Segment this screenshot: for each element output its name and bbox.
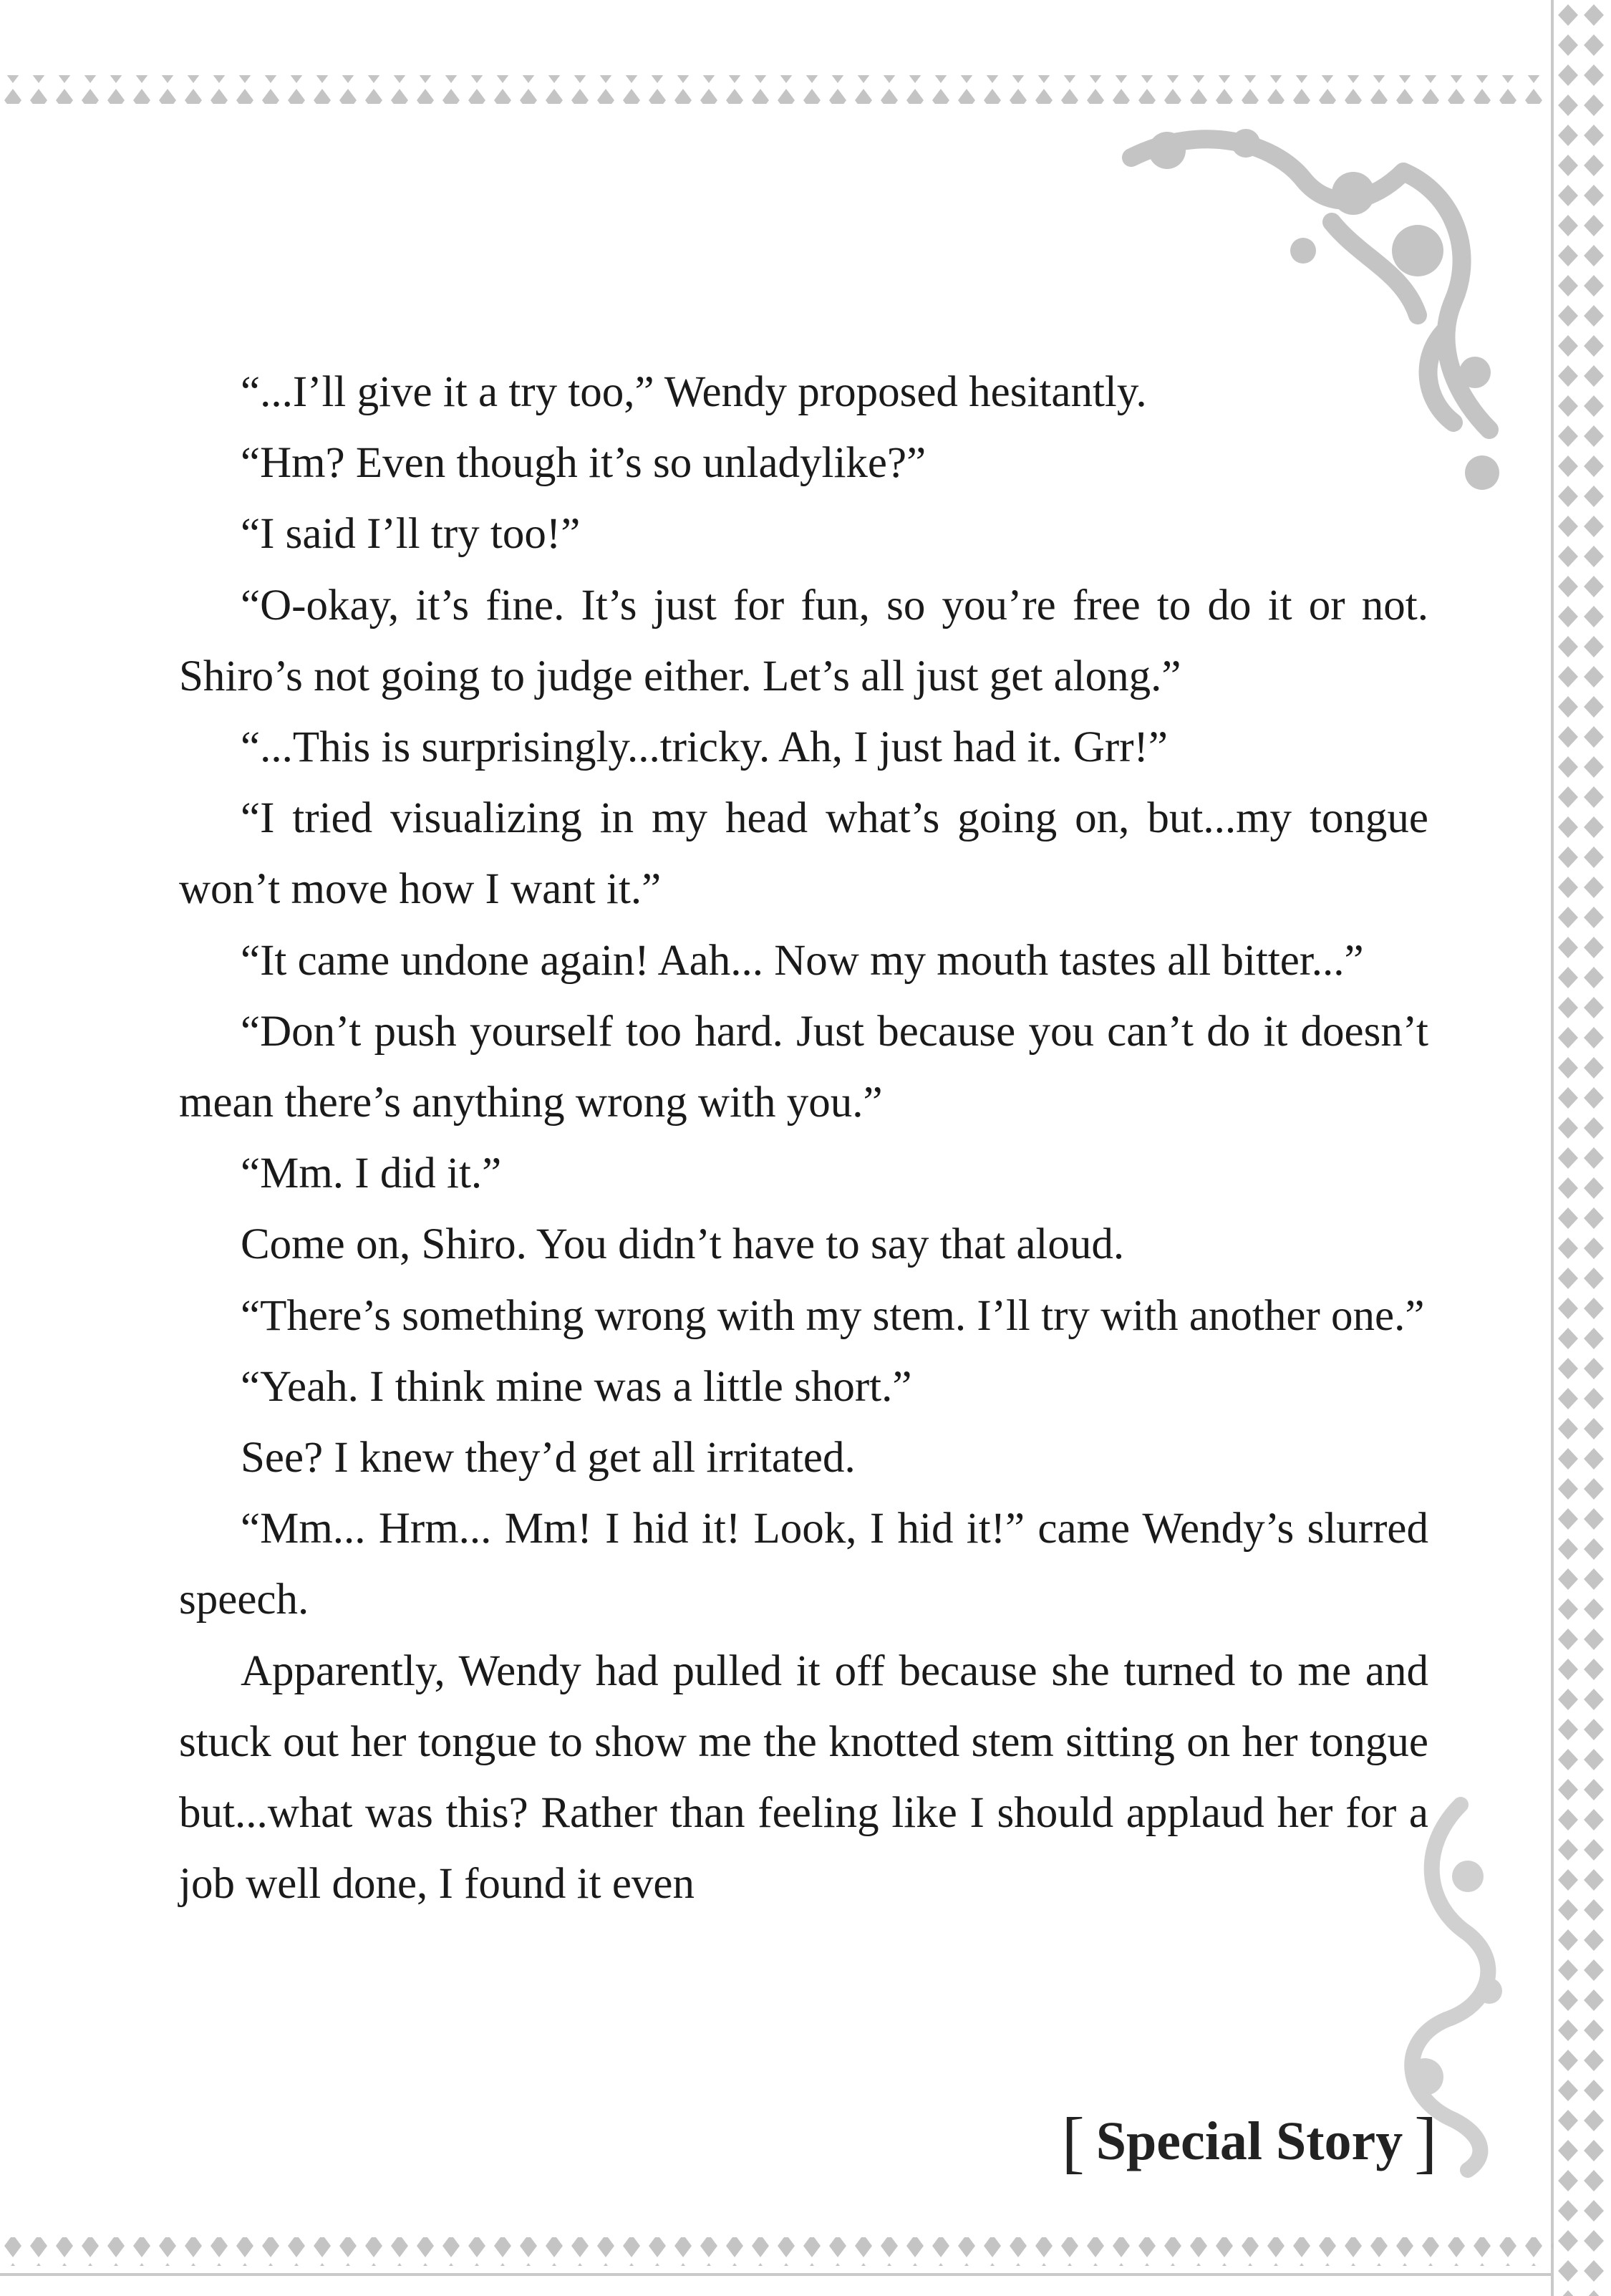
bottom-border (0, 2232, 1611, 2296)
left-bracket-icon: [ (1061, 2103, 1085, 2180)
paragraph: “I said I’ll try too!” (241, 510, 581, 559)
paragraph: “Mm... Hrm... Mm! I hid it! Look, I hid it!” came Wendy’s slurred speech. (179, 1505, 1428, 1624)
paragraph: “Yeah. I think mine was a little short.” (241, 1362, 912, 1411)
right-bracket-icon: ] (1414, 2103, 1438, 2180)
bottom-diamond-row-icon (0, 2232, 1611, 2296)
paragraph: Apparently, Wendy had pulled it off because she turned to me and stuck out her tongue to show me the knotted stem sitting on her tongue but...what was this? Rather than feeling like I should applaud her for a job well done, I found it even (179, 1646, 1428, 1909)
right-diamond-column-icon (1554, 0, 1611, 2296)
paragraph: “Don’t push yourself too hard. Just because you can’t do it doesn’t mean there’s anything wrong with you.” (179, 1007, 1428, 1127)
right-border (1551, 0, 1611, 2296)
paragraph: “O-okay, it’s fine. It’s just for fun, so you’re free to do it or not. Shiro’s not going to judge either. Let’s all just get along.” (179, 581, 1428, 700)
paragraph: “I tried visualizing in my head what’s going on, but...my tongue won’t move how I want it.” (179, 794, 1428, 914)
top-diamond-row-icon (0, 0, 1611, 93)
paragraph: “It came undone again! Aah... Now my mouth tastes all bitter...” (241, 936, 1364, 985)
section-title: Special Story (1095, 2111, 1403, 2171)
paragraph: “Hm? Even though it’s so unladylike?” (241, 439, 927, 488)
paragraph: “Mm. I did it.” (241, 1149, 502, 1198)
section-label (1020, 2102, 1479, 2181)
paragraph: “...This is surprisingly...tricky. Ah, I just had it. Grr!” (241, 723, 1168, 772)
paragraph: “There’s something wrong with my stem. I’ll try with another one.” (241, 1291, 1425, 1340)
top-border (0, 0, 1611, 93)
story-text (179, 357, 1428, 1919)
paragraph: “...I’ll give it a try too,” Wendy proposed hesitantly. (241, 368, 1147, 416)
paragraph: Come on, Shiro. You didn’t have to say that aloud. (241, 1220, 1125, 1269)
paragraph: See? I knew they’d get all irritated. (241, 1434, 856, 1482)
